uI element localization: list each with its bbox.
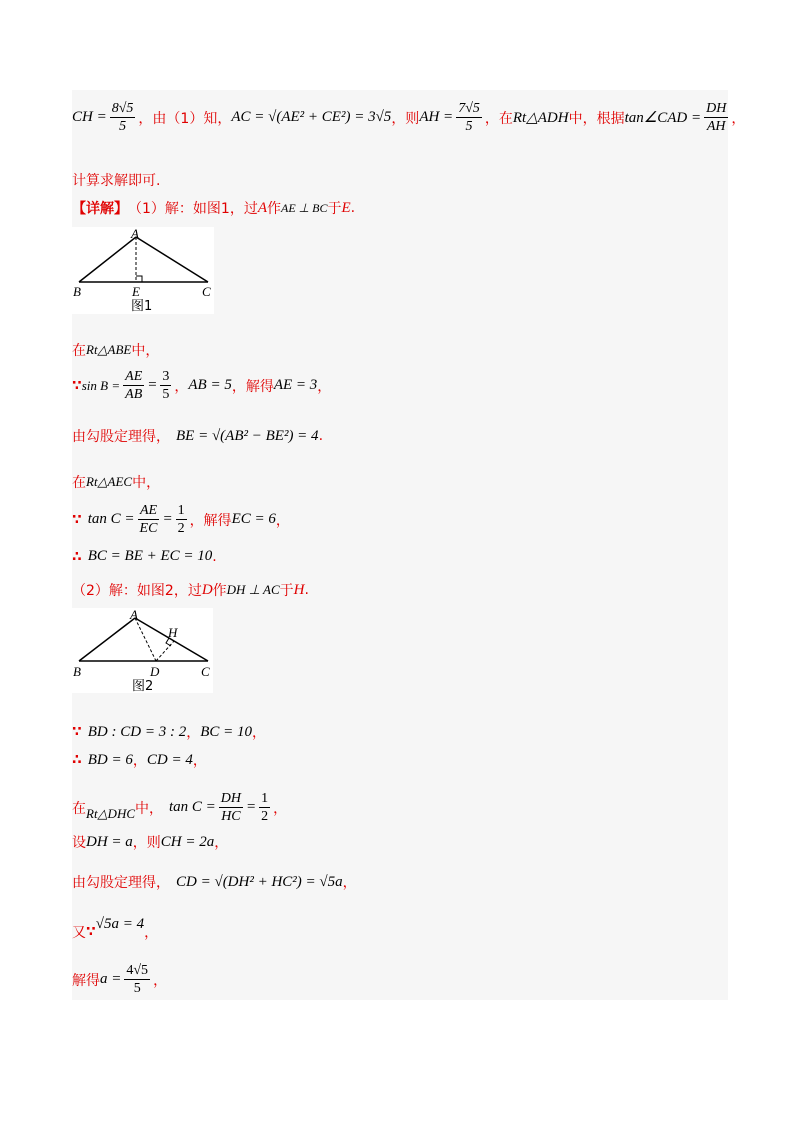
text: 解得 [72,972,100,989]
point-c-label: C [202,284,211,299]
text: 由勾股定理得， [72,875,170,891]
text: ，在 [484,110,513,127]
text: ， [731,110,746,127]
equals: = [246,799,257,815]
text: ， [153,972,168,989]
bc-sum: BC = BE + EC = 10 [87,548,213,564]
line-1 [72,100,745,135]
line-15 [72,872,357,892]
triangle-dhc: Rt△DHC [86,805,135,821]
den: HC [221,809,241,824]
den: 5 [162,387,170,402]
text: 又 [72,925,86,941]
tan-c: tan C = [87,511,135,527]
line-16 [72,915,159,942]
figure-1-caption: 图1 [131,299,153,314]
ch-lhs: CH = [72,109,107,125]
ch-fraction [110,100,136,135]
text: ， [174,378,189,395]
den: 2 [261,809,269,824]
text: . [350,200,356,216]
line-6 [72,426,323,446]
figure-2 [72,608,213,693]
den: 5 [133,981,141,996]
dh-assign: DH = a [86,833,133,850]
ae-ec-fraction [138,502,160,537]
line-3 [72,198,355,218]
ch-den: 5 [119,119,127,134]
be-formula: BE = √(AB² − BE²) = 4 [176,427,319,444]
point-a-label: A [130,608,138,622]
triangle-aec: Rt△AEC [86,474,133,489]
bd-value: BD = 6 [87,751,133,768]
line-10 [72,580,309,600]
tan-lhs: tan∠CAD = [624,110,702,126]
var-h: H [293,581,305,598]
text: ，由（1）知， [138,110,232,127]
point-c-label: C [201,664,210,679]
three-fifths [160,368,171,403]
tan-den: AH [706,119,726,134]
line-2 [72,170,160,190]
ah-den: 5 [465,119,473,134]
text: 中， [132,475,161,491]
text: ，解得 [189,512,232,529]
text: 计算求解即可. [72,173,161,189]
text: 由勾股定理得， [72,429,170,445]
text: ， [132,753,147,769]
triangle-abe: Rt△ABE [86,342,132,357]
bc-value: BC = 10 [200,723,252,740]
therefore-symbol: ∴ [72,548,82,565]
sqrt5a-eq: √5a = 4 [95,915,145,932]
text: 在 [72,800,86,817]
a-lhs: a = [100,971,122,987]
point-b-label: B [73,284,81,299]
text: ， [273,800,288,817]
tan-fraction [704,100,728,135]
detail-heading: 【详解】 [72,201,128,217]
ae-perp-bc: AE ⊥ BC [281,200,328,215]
den: 2 [177,521,185,536]
text: ， [144,925,159,941]
text: ， [252,725,266,741]
one-half [259,790,270,825]
a-fraction [124,962,150,997]
line-4 [72,340,159,360]
text: 中， [135,800,163,817]
num: 1 [177,503,185,518]
ec-value: EC = 6 [231,511,276,527]
text: . [212,548,217,565]
text: 中， [131,343,160,359]
dh-perp-ac: DH ⊥ AC [226,582,280,597]
num: 4√5 [126,963,149,978]
tan-num: DH [706,101,727,116]
text: . [318,428,324,444]
dh-hc-fraction [219,790,243,825]
num: AE [139,503,158,518]
line-9 [72,548,217,565]
num: DH [220,791,242,806]
line-7 [72,472,160,492]
because-symbol: ∵ [72,511,82,528]
line-13 [72,790,287,825]
text: 作 [212,583,227,599]
ch-num: 8√5 [111,101,134,116]
line-8 [72,502,290,537]
text: ， [317,378,332,395]
point-e-label: E [132,284,140,299]
text: ， [186,725,201,741]
text: 于 [327,201,342,217]
line-11 [72,722,266,742]
text: （2）解：如图2，过 [72,583,202,599]
var-a: A [257,199,267,216]
text: 在 [72,475,86,491]
point-d-label: D [150,664,160,679]
solution-sheet [72,90,746,1000]
text: ，则 [391,110,420,127]
ah-fraction [456,100,482,135]
text: ， [342,875,357,891]
figure-1 [72,227,214,314]
ab-value: AB = 5 [188,377,232,393]
line-5 [72,368,331,403]
var-d: D [201,581,213,598]
line-12 [72,750,207,770]
figure-1-diagram [72,227,214,314]
text: 在 [72,343,86,359]
den: EC [139,521,158,536]
ac-formula: AC = √(AE² + CE²) = 3√5 [231,109,392,125]
cd-formula: CD = √(DH² + HC²) = √5a [176,873,343,890]
because-symbol: ∵ [86,924,96,940]
sin-b: sin B = [81,377,121,393]
ch-assign: CH = 2a [160,833,215,850]
num: 1 [261,791,269,806]
ae-value: AE = 3 [273,377,318,393]
text: ， [275,512,290,529]
text: 中，根据 [568,110,625,127]
text: 设 [72,835,86,851]
ah-num: 7√5 [458,101,480,116]
figure-2-diagram [72,608,213,693]
because-symbol: ∵ [72,724,82,740]
point-b-label: B [73,664,81,679]
point-a-label: A [131,227,139,241]
figure-2-caption: 图2 [132,679,154,693]
text: ， [214,835,229,851]
triangle-adh: Rt△ADH [512,110,569,126]
num: 3 [162,369,170,384]
point-h-label: H [168,625,178,640]
cd-value: CD = 4 [146,751,193,768]
text: . [304,582,309,598]
tan-c: tan C = [169,799,216,815]
line-14 [72,832,228,852]
num: AE [125,369,143,384]
text: ，解得 [231,378,274,395]
therefore-symbol: ∴ [72,752,82,768]
text: 作 [267,201,281,217]
den: AB [125,387,143,402]
text: （1）解：如图1，过 [128,201,258,217]
ah-lhs: AH = [419,109,454,125]
one-half [176,502,187,537]
line-17 [72,962,167,997]
text: ，则 [132,835,161,851]
text: 于 [279,583,294,599]
because-symbol: ∵ [72,377,82,394]
var-e: E [341,199,351,216]
ae-ab-fraction [123,368,144,403]
equals: = [147,377,158,393]
equals: = [162,511,173,527]
text: ， [192,753,207,769]
ratio: BD : CD = 3 : 2 [87,723,187,740]
